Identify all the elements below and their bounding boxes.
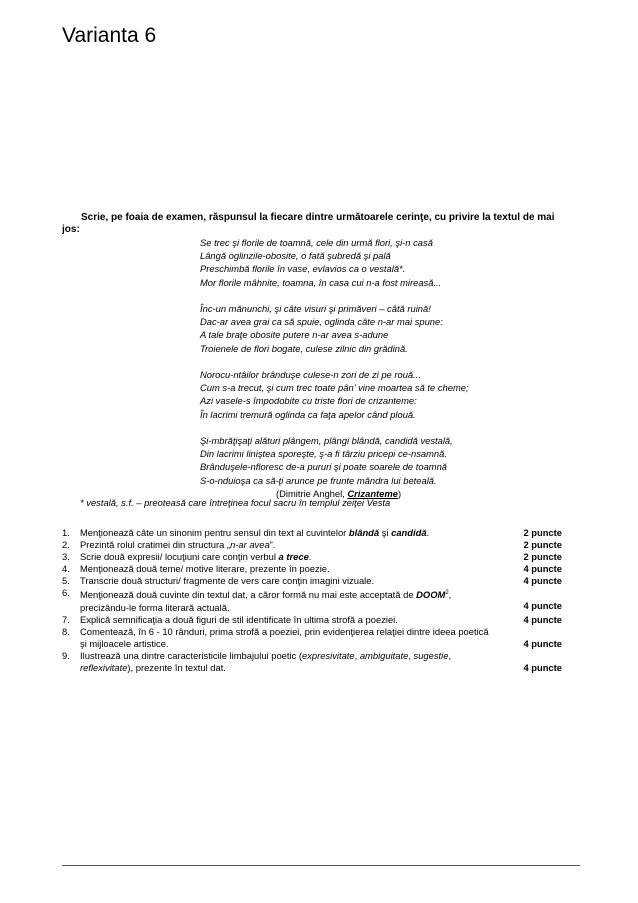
item-number: 2. (62, 539, 70, 551)
item-number: 1. (62, 527, 70, 538)
list-item (62, 650, 562, 674)
item-number: 4. (62, 563, 70, 575)
poem-line: Cum s-a trecut, şi cum trec toate pân' vine moartea să te cheme; (200, 382, 469, 394)
attribution-close: ) (397, 487, 402, 499)
item-points: 4 puncte (523, 575, 562, 587)
item-text: Menţionează câte un sinonim pentru sensul din text al cuvintelor blândă şi candidă. (80, 527, 430, 538)
poem-stanza (200, 236, 560, 289)
item-text: Menţionează două teme/ motive literare, prezente în poezie. (80, 563, 330, 575)
list-item (62, 626, 562, 650)
item-text: Comentează, în 6 - 10 rânduri, prima strofă a poeziei, prin evidenţierea relaţiei dintre ideea poetică şi mijloacele artistice. (80, 625, 489, 649)
poem-line: În lacrimi tremură oglinda ca faţa apelor când plouă. (200, 408, 416, 420)
poem-line: Brânduşele-nfloresc de-a pururi şi poate soarele de toamnă (200, 461, 448, 473)
poem-line: Mor florile mâhnite, toamna, în casa cui n-a fost mireasă... (200, 276, 442, 288)
item-points: 4 puncte (523, 563, 562, 575)
list-item (62, 551, 562, 563)
item-number: 6. (62, 587, 70, 599)
footnote (80, 497, 550, 508)
poem-line: Preschimbă florile în vase, evlavios ca o vestală*. (200, 263, 406, 275)
item-points: 2 puncte (523, 551, 562, 563)
poem-line: Şi-mbrăţişaţi alături plângem, plângi blândă, candidă vestală, (200, 435, 453, 446)
question-list (62, 527, 562, 674)
item-number: 8. (62, 625, 70, 637)
item-points: 4 puncte (523, 599, 562, 611)
poem-line: Dac-ar avea grai ca să spuie, oglinda câte n-ar mai spune: (200, 316, 443, 328)
item-number: 5. (62, 575, 70, 587)
poem-line: Azi vasele-s împodobite cu triste flori de crizanteme: (200, 395, 417, 407)
item-points: 4 puncte (523, 662, 562, 674)
poem-line: S-o-nduioşa ca să-ţi arunce pe frunte mândra lui beteală. (200, 474, 437, 486)
list-item (62, 527, 562, 539)
attribution-title: Crizanteme (347, 487, 398, 499)
item-number: 3. (62, 551, 70, 563)
poem-line: Din lacrimi liniştea sporeşte, ş-a fi târziu pricepi ce-nsamnă. (200, 448, 447, 460)
list-item (62, 587, 562, 613)
item-text: Transcrie două structuri/ fragmente de vers care conţin imagini vizuale. (80, 575, 375, 587)
poem-line: Troienele de flori bogate, culese zilnic din grădină. (200, 342, 408, 354)
poem-line: Se trec şi florile de toamnă, cele din urmă flori, şi-n casă (200, 237, 433, 248)
item-text: Explică semnificaţia a două figuri de stil identificate în ultima strofă a poeziei. (80, 613, 398, 625)
item-text: Prezintă rolul cratimei din structura „n-ar avea”. (80, 539, 276, 551)
poem-line: A tale braţe obosite putere n-ar avea s-adune (200, 329, 389, 341)
item-text: Ilustrează una dintre caracteristicile limbajului poetic (expresivitate, ambiguitate, sugestie, reflexivitate), prezente în textul dat. (80, 650, 452, 674)
item-points: 4 puncte (523, 637, 562, 649)
item-text: Scrie două expresii/ locuţiuni care conţin verbul a trece. (80, 551, 312, 563)
item-points: 2 puncte (523, 539, 562, 551)
list-item (62, 539, 562, 551)
item-number: 9. (62, 650, 70, 662)
poem-line: Înc-un mănunchi, şi câte visuri şi primăveri – câtă ruină! (200, 303, 431, 314)
footer-divider (62, 865, 580, 866)
instruction-text: Scrie, pe foaia de examen, răspunsul la fiecare dintre următoarele cerinţe, cu privire la textul de mai jos: (62, 212, 555, 235)
list-item (62, 614, 562, 626)
page-title: Varianta 6 (62, 24, 157, 47)
poem-line: Norocu-ntâilor brânduşe culese-n zori de zi pe rouă... (200, 369, 421, 380)
poem-stanza (200, 302, 560, 355)
poem-stanza (200, 434, 560, 500)
item-text: Menţionează două cuvinte din textul dat, a căror formă nu mai este acceptată de DOOM$^2$, precizându-le forma literară actuală. (80, 589, 452, 613)
attribution-author: (Dimitrie Anghel, (276, 487, 348, 499)
poem (200, 236, 560, 500)
item-points: 2 puncte (523, 527, 562, 538)
list-item (62, 575, 562, 587)
item-number: 7. (62, 613, 70, 625)
footnote-text: * vestală, s.f. – preoteasă care întreţinea focul sacru în templul zeiţei Vesta (80, 497, 391, 508)
list-item (62, 563, 562, 575)
poem-stanza (200, 368, 560, 421)
poem-line: Lângă oglinzile-obosite, o fată şubredă şi pală (200, 250, 391, 262)
item-points: 4 puncte (523, 613, 562, 625)
